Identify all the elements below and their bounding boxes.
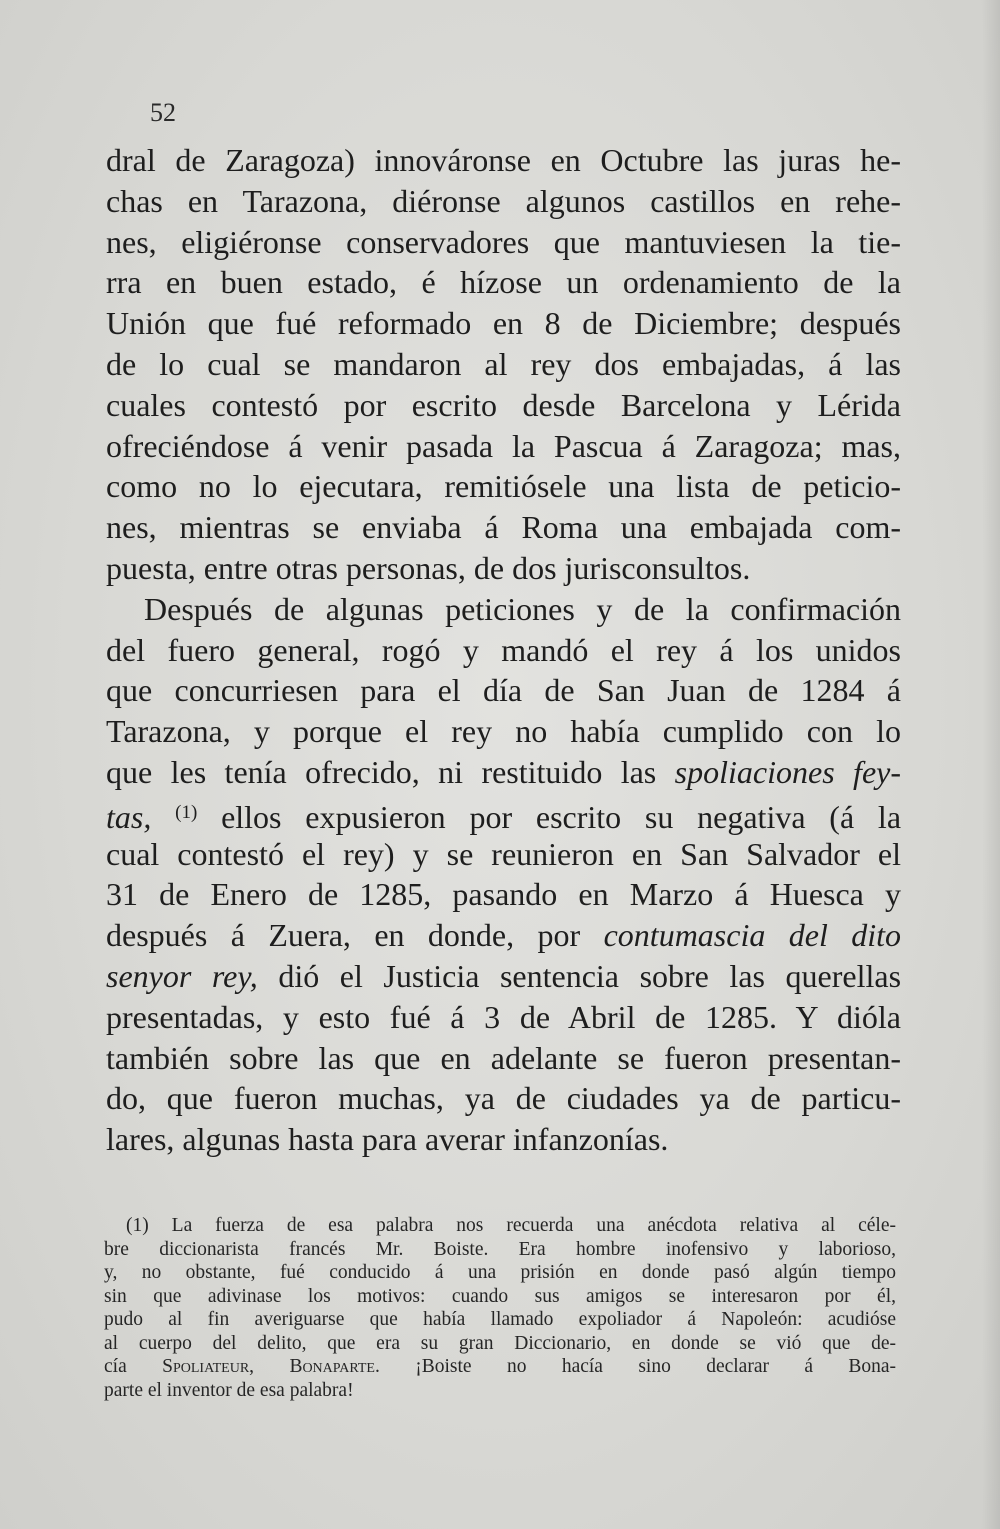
- footnote-reference: (1): [175, 801, 198, 823]
- italic-quote: contumascia del dito: [603, 917, 902, 954]
- text-segment: cía: [104, 1356, 127, 1377]
- text-line: que concurriesen para el día de San Juan de 1284 á: [106, 672, 901, 709]
- text-line: del fuero general, rogó y mandó el rey á los unidos: [106, 631, 901, 668]
- page-edge-shadow: [982, 0, 1000, 1529]
- text-line: [106, 793, 901, 834]
- main-text: [106, 140, 901, 1160]
- footnote-line: pudo al fin averiguarse que había llamado expoliador á Napoleón: acudióse: [104, 1309, 896, 1330]
- italic-quote: tas,: [106, 798, 152, 835]
- footnote-line: parte el inventor de esa palabra!: [104, 1379, 354, 1401]
- italic-quote: spoliaciones fey-: [674, 753, 902, 790]
- text-line: lares, algunas hasta para averar infanzonías.: [106, 1121, 669, 1158]
- footnote-line: al cuerpo del delito, que era su gran Diccionario, en donde se vió que de-: [104, 1332, 896, 1354]
- text-line: nes, eligiéronse conservadores que mantuviesen la tie-: [106, 223, 901, 260]
- text-line: como no lo ejecutara, remitiósele una lista de peticio-: [106, 468, 901, 505]
- text-segment: ellos expusieron por escrito su negativa (á la: [221, 798, 902, 835]
- small-caps-word: Bonaparte.: [289, 1356, 380, 1377]
- text-line: de lo cual se mandaron al rey dos embajadas, á las: [106, 345, 901, 382]
- text-line: do, que fueron muchas, ya de ciudades ya de particu-: [106, 1080, 901, 1117]
- text-line: [106, 956, 901, 997]
- page-number: 52: [150, 98, 176, 127]
- text-line: 31 de Enero de 1285, pasando en Marzo á Huesca y: [106, 876, 901, 913]
- footnote-line: y, no obstante, fué conducido á una prisión en donde pasó algún tiempo: [104, 1262, 896, 1283]
- text-line: [106, 915, 901, 956]
- text-line: Tarazona, y porque el rey no había cumplido con lo: [106, 713, 901, 750]
- text-line: nes, mientras se enviaba á Roma una embajada com-: [106, 509, 901, 546]
- text-line: cual contestó el rey) y se reunieron en San Salvador el: [106, 835, 901, 872]
- small-caps-word: Spoliateur,: [162, 1356, 255, 1377]
- footnote: [104, 1214, 896, 1402]
- text-segment: ¡Boiste no hacía sino declarar á Bona-: [415, 1356, 897, 1377]
- text-segment: que les tenía ofrecido, ni restituido las: [106, 753, 657, 790]
- footnote-line: bre diccionarista francés Mr. Boiste. Era hombre inofensivo y laborioso,: [104, 1238, 896, 1260]
- footnote-line: sin que adivinase los motivos: cuando sus amigos se interesaron por él,: [104, 1285, 896, 1307]
- text-line: [106, 752, 901, 793]
- text-line: dral de Zaragoza) innováronse en Octubre las juras he-: [106, 142, 901, 178]
- text-line: puesta, entre otras personas, de dos jurisconsultos.: [106, 549, 751, 586]
- text-segment: dió el Justicia sentencia sobre las querellas: [278, 957, 902, 994]
- text-line: chas en Tarazona, diéronse algunos castillos en rehe-: [106, 182, 901, 219]
- italic-quote: senyor rey,: [106, 957, 258, 994]
- text-line: ofreciéndose á venir pasada la Pascua á Zaragoza; mas,: [106, 427, 901, 464]
- text-line: Unión que fué reformado en 8 de Diciembre; después: [106, 305, 901, 342]
- text-line: cuales contestó por escrito desde Barcelona y Lérida: [106, 386, 901, 423]
- text-line: presentadas, y esto fué á 3 de Abril de 1285. Y dióla: [106, 998, 901, 1035]
- paragraph-start-line: Después de algunas peticiones y de la confirmación: [144, 590, 901, 627]
- footnote-line: (1) La fuerza de esa palabra nos recuerda una anécdota relativa al céle-: [126, 1215, 896, 1236]
- text-line: rra en buen estado, é hízose un ordenamiento de la: [106, 264, 901, 301]
- text-line: también sobre las que en adelante se fueron presentan-: [106, 1039, 901, 1076]
- footnote-line: [104, 1355, 896, 1379]
- text-segment: después á Zuera, en donde, por: [106, 917, 581, 954]
